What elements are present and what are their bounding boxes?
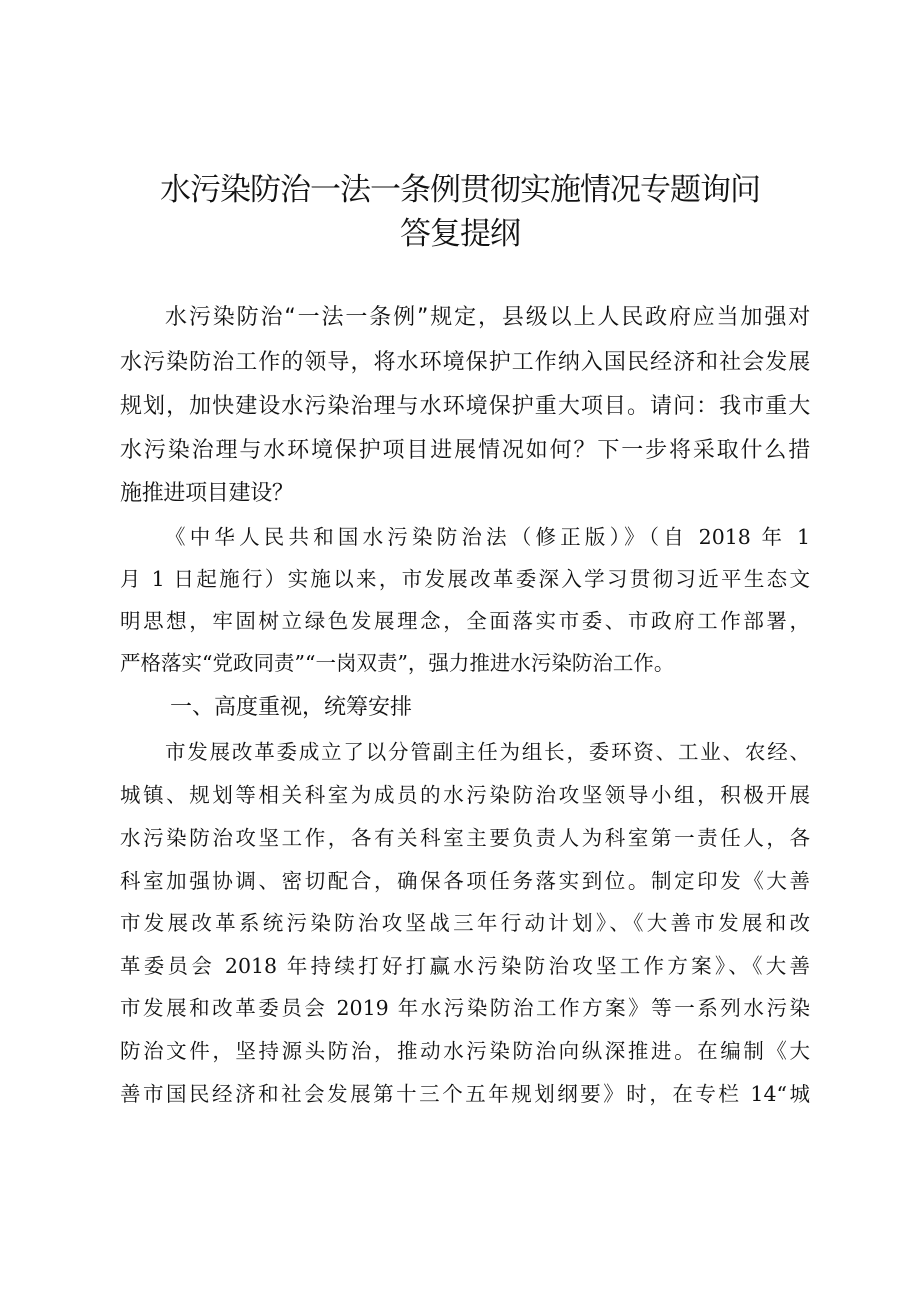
document-title-line-1: 水污染防治一法一条例贯彻实施情况专题询问 bbox=[160, 172, 760, 208]
section-1-heading: 一、高度重视，统筹安排 bbox=[170, 695, 413, 720]
intro-line-3: 明思想，牢固树立绿色发展理念，全面落实市委、市政府工作部署， bbox=[120, 609, 810, 633]
intro-line-1: 《中华人民共和国水污染防治法（修正版）》（自 2018 年 1 bbox=[165, 525, 810, 549]
section-1-line-5: 市发展改革系统污染防治攻坚战三年行动计划》、《大善市发展和改 bbox=[120, 911, 810, 935]
intro-line-2: 月 1 日起施行）实施以来，市发展改革委深入学习贯彻习近平生态文 bbox=[120, 567, 810, 591]
section-1-line-3: 水污染防治攻坚工作，各有关科室主要负责人为科室第一责任人，各 bbox=[120, 826, 810, 850]
section-1-line-6: 革委员会 2018 年持续打好打赢水污染防治攻坚工作方案》、《大善 bbox=[120, 954, 810, 978]
intro-line-4: 严格落实“党政同责”“一岗双责”，强力推进水污染防治工作。 bbox=[120, 651, 675, 675]
question-line-1: 水污染防治“一法一条例”规定，县级以上人民政府应当加强对 bbox=[165, 305, 810, 330]
section-1-line-4: 科室加强协调、密切配合，确保各项任务落实到位。制定印发《大善 bbox=[120, 869, 810, 893]
question-line-3: 规划，加快建设水污染治理与水环境保护重大项目。请问：我市重大 bbox=[120, 394, 810, 419]
question-line-4: 水污染治理与水环境保护项目进展情况如何？下一步将采取什么措 bbox=[120, 438, 810, 463]
question-line-5: 施推进项目建设？ bbox=[120, 481, 294, 506]
section-1-line-7: 市发展和改革委员会 2019 年水污染防治工作方案》等一系列水污染 bbox=[120, 996, 810, 1020]
question-line-2: 水污染防治工作的领导，将水环境保护工作纳入国民经济和社会发展 bbox=[120, 350, 810, 375]
section-1-line-2: 城镇、规划等相关科室为成员的水污染防治攻坚领导小组，积极开展 bbox=[120, 783, 810, 807]
section-1-line-9: 善市国民经济和社会发展第十三个五年规划纲要》时，在专栏 14“城 bbox=[120, 1082, 810, 1106]
document-title-line-2: 答复提纲 bbox=[400, 216, 520, 252]
section-1-line-1: 市发展改革委成立了以分管副主任为组长，委环资、工业、农经、 bbox=[165, 740, 810, 764]
section-1-line-8: 防治文件，坚持源头防治，推动水污染防治向纵深推进。在编制《大 bbox=[120, 1039, 810, 1063]
